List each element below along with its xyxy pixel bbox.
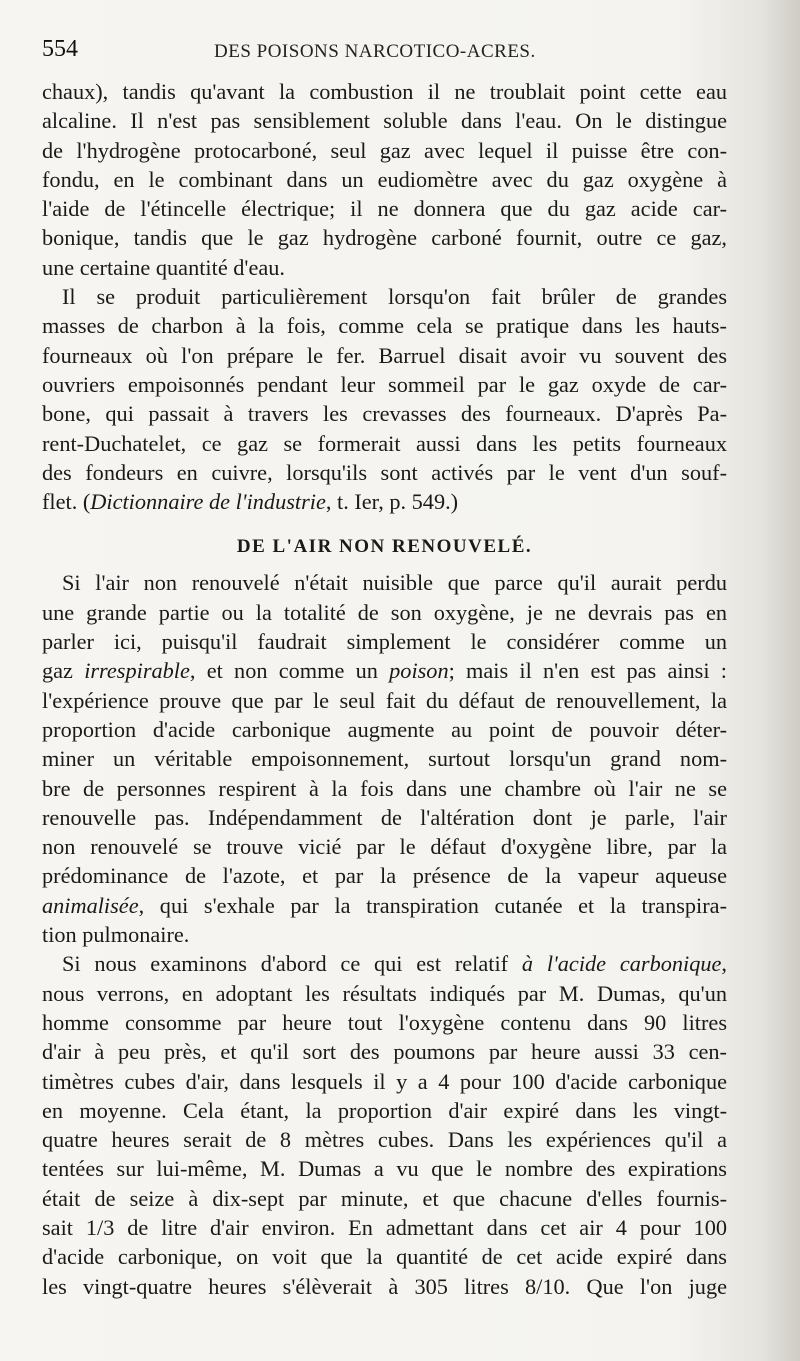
text-line: renouvelle pas. Indépendamment de l'altération dont je parle, l'air [42, 804, 727, 830]
text-line: quatre heures serait de 8 mètres cubes. Dans les expériences qu'il a [42, 1127, 727, 1153]
citation-suffix: , t. Ier, p. 549.) [325, 489, 459, 515]
text-line: tentées sur lui-même, M. Dumas a vu que le nombre des expirations [42, 1156, 727, 1182]
text-line [42, 487, 727, 516]
section-heading-wrap [42, 530, 727, 560]
page-header [42, 36, 742, 66]
italic-term: poison [389, 658, 449, 684]
text-line: parler ici, puisqu'il faudrait simplement le considérer comme un [42, 629, 727, 655]
text-span: , qui s'exhale par la transpiration cutanée et la transpira- [138, 892, 727, 918]
italic-term: irrespirable [84, 658, 190, 684]
text-line: chaux), tandis qu'avant la combustion il ne troublait point cette eau [42, 79, 727, 104]
text-line: était de seize à dix-sept par minute, et que chacune d'elles fournis- [42, 1185, 727, 1211]
text-line: des fondeurs en cuivre, lorsqu'ils sont activés par le vent d'un souf- [42, 459, 727, 485]
text-line: les vingt-quatre heures s'élèverait à 305 litres 8/10. Que l'on juge [42, 1273, 727, 1299]
text-line: alcaline. Il n'est pas sensiblement soluble dans l'eau. On le distingue [42, 108, 727, 134]
italic-term: à l'acide carbonique [521, 951, 722, 977]
text-line: une certaine quantité d'eau. [42, 254, 285, 280]
text-line: bonique, tandis que le gaz hydrogène carboné fournit, outre ce gaz, [42, 225, 727, 251]
text-line: en moyenne. Cela étant, la proportion d'air expiré dans les vingt- [42, 1097, 727, 1123]
running-title: DES POISONS NARCOTICO-ACRES. [214, 41, 536, 62]
text-span: , [721, 951, 727, 977]
text-span: , et non comme un [189, 658, 390, 684]
text-line: d'air à peu près, et qu'il sort des poumons par heure aussi 33 cen- [42, 1039, 727, 1065]
text-line: bone, qui passait à travers les crevasses des fourneaux. D'après Pa- [42, 401, 727, 427]
citation-prefix: flet. ( [42, 489, 91, 515]
text-line: prédominance de l'azote, et par la présence de la vapeur aqueuse [42, 863, 727, 889]
text-span: ; mais il n'en est pas ainsi : [448, 658, 727, 684]
text-line: nous verrons, en adoptant les résultats indiqués par M. Dumas, qu'un [42, 980, 727, 1006]
text-line: une grande partie ou la totalité de son oxygène, je ne devrais pas en [42, 599, 727, 625]
text-span: Si nous examinons d'abord ce qui est relatif [62, 951, 522, 977]
page-number: 554 [42, 36, 78, 62]
text-line: tion pulmonaire. [42, 922, 190, 948]
text-line [42, 891, 727, 920]
paragraph [42, 77, 727, 282]
text-line: Il se produit particulièrement lorsqu'on fait brûler de grandes [62, 284, 727, 310]
text-line: Si l'air non renouvelé n'était nuisible que parce qu'il aurait perdu [62, 570, 727, 596]
text-line: bre de personnes respirent à la fois dans une chambre où l'air ne se [42, 775, 727, 801]
text-line: l'expérience prouve que par le seul fait du défaut de renouvellement, la [42, 687, 727, 713]
text-line: fondu, en le combinant dans un eudiomètre avec du gaz oxygène à [42, 166, 727, 192]
text-line: sait 1/3 de litre d'air environ. En admettant dans cet air 4 pour 100 [42, 1214, 727, 1240]
text-line [42, 949, 727, 978]
text-line: homme consomme par heure tout l'oxygène contenu dans 90 litres [42, 1009, 727, 1035]
italic-term: animalisée [42, 892, 139, 918]
paragraph [42, 949, 727, 1301]
text-span: gaz [42, 658, 85, 684]
text-line: proportion d'acide carbonique augmente au point de pouvoir déter- [42, 716, 727, 742]
text-line: de l'hydrogène protocarboné, seul gaz avec lequel il puisse être con- [42, 137, 727, 163]
text-line: masses de charbon à la fois, comme cela se pratique dans les hauts- [42, 313, 727, 339]
paragraph [42, 282, 727, 516]
section-heading: DE L'AIR NON RENOUVELÉ. [236, 536, 533, 558]
text-line [42, 656, 727, 685]
text-line: timètres cubes d'air, dans lesquels il y a 4 pour 100 d'acide carbonique [42, 1068, 727, 1094]
page-body [42, 77, 727, 1301]
text-line: d'acide carbonique, on voit que la quantité de cet acide expiré dans [42, 1244, 727, 1270]
text-line: ouvriers empoisonnés pendant leur sommeil par le gaz oxyde de car- [42, 371, 727, 397]
text-line: rent-Duchatelet, ce gaz se formerait aussi dans les petits fourneaux [42, 430, 727, 456]
text-line: non renouvelé se trouve vicié par le défaut d'oxygène libre, par la [42, 834, 727, 860]
citation-title: Dictionnaire de l'industrie [90, 489, 326, 515]
paragraph [42, 568, 727, 949]
text-line: fourneaux où l'on prépare le fer. Barruel disait avoir vu souvent des [42, 342, 727, 368]
text-line: miner un véritable empoisonnement, surtout lorsqu'un grand nom- [42, 746, 727, 772]
text-line: l'aide de l'étincelle électrique; il ne donnera que du gaz acide car- [42, 196, 727, 222]
spacer [42, 516, 727, 530]
